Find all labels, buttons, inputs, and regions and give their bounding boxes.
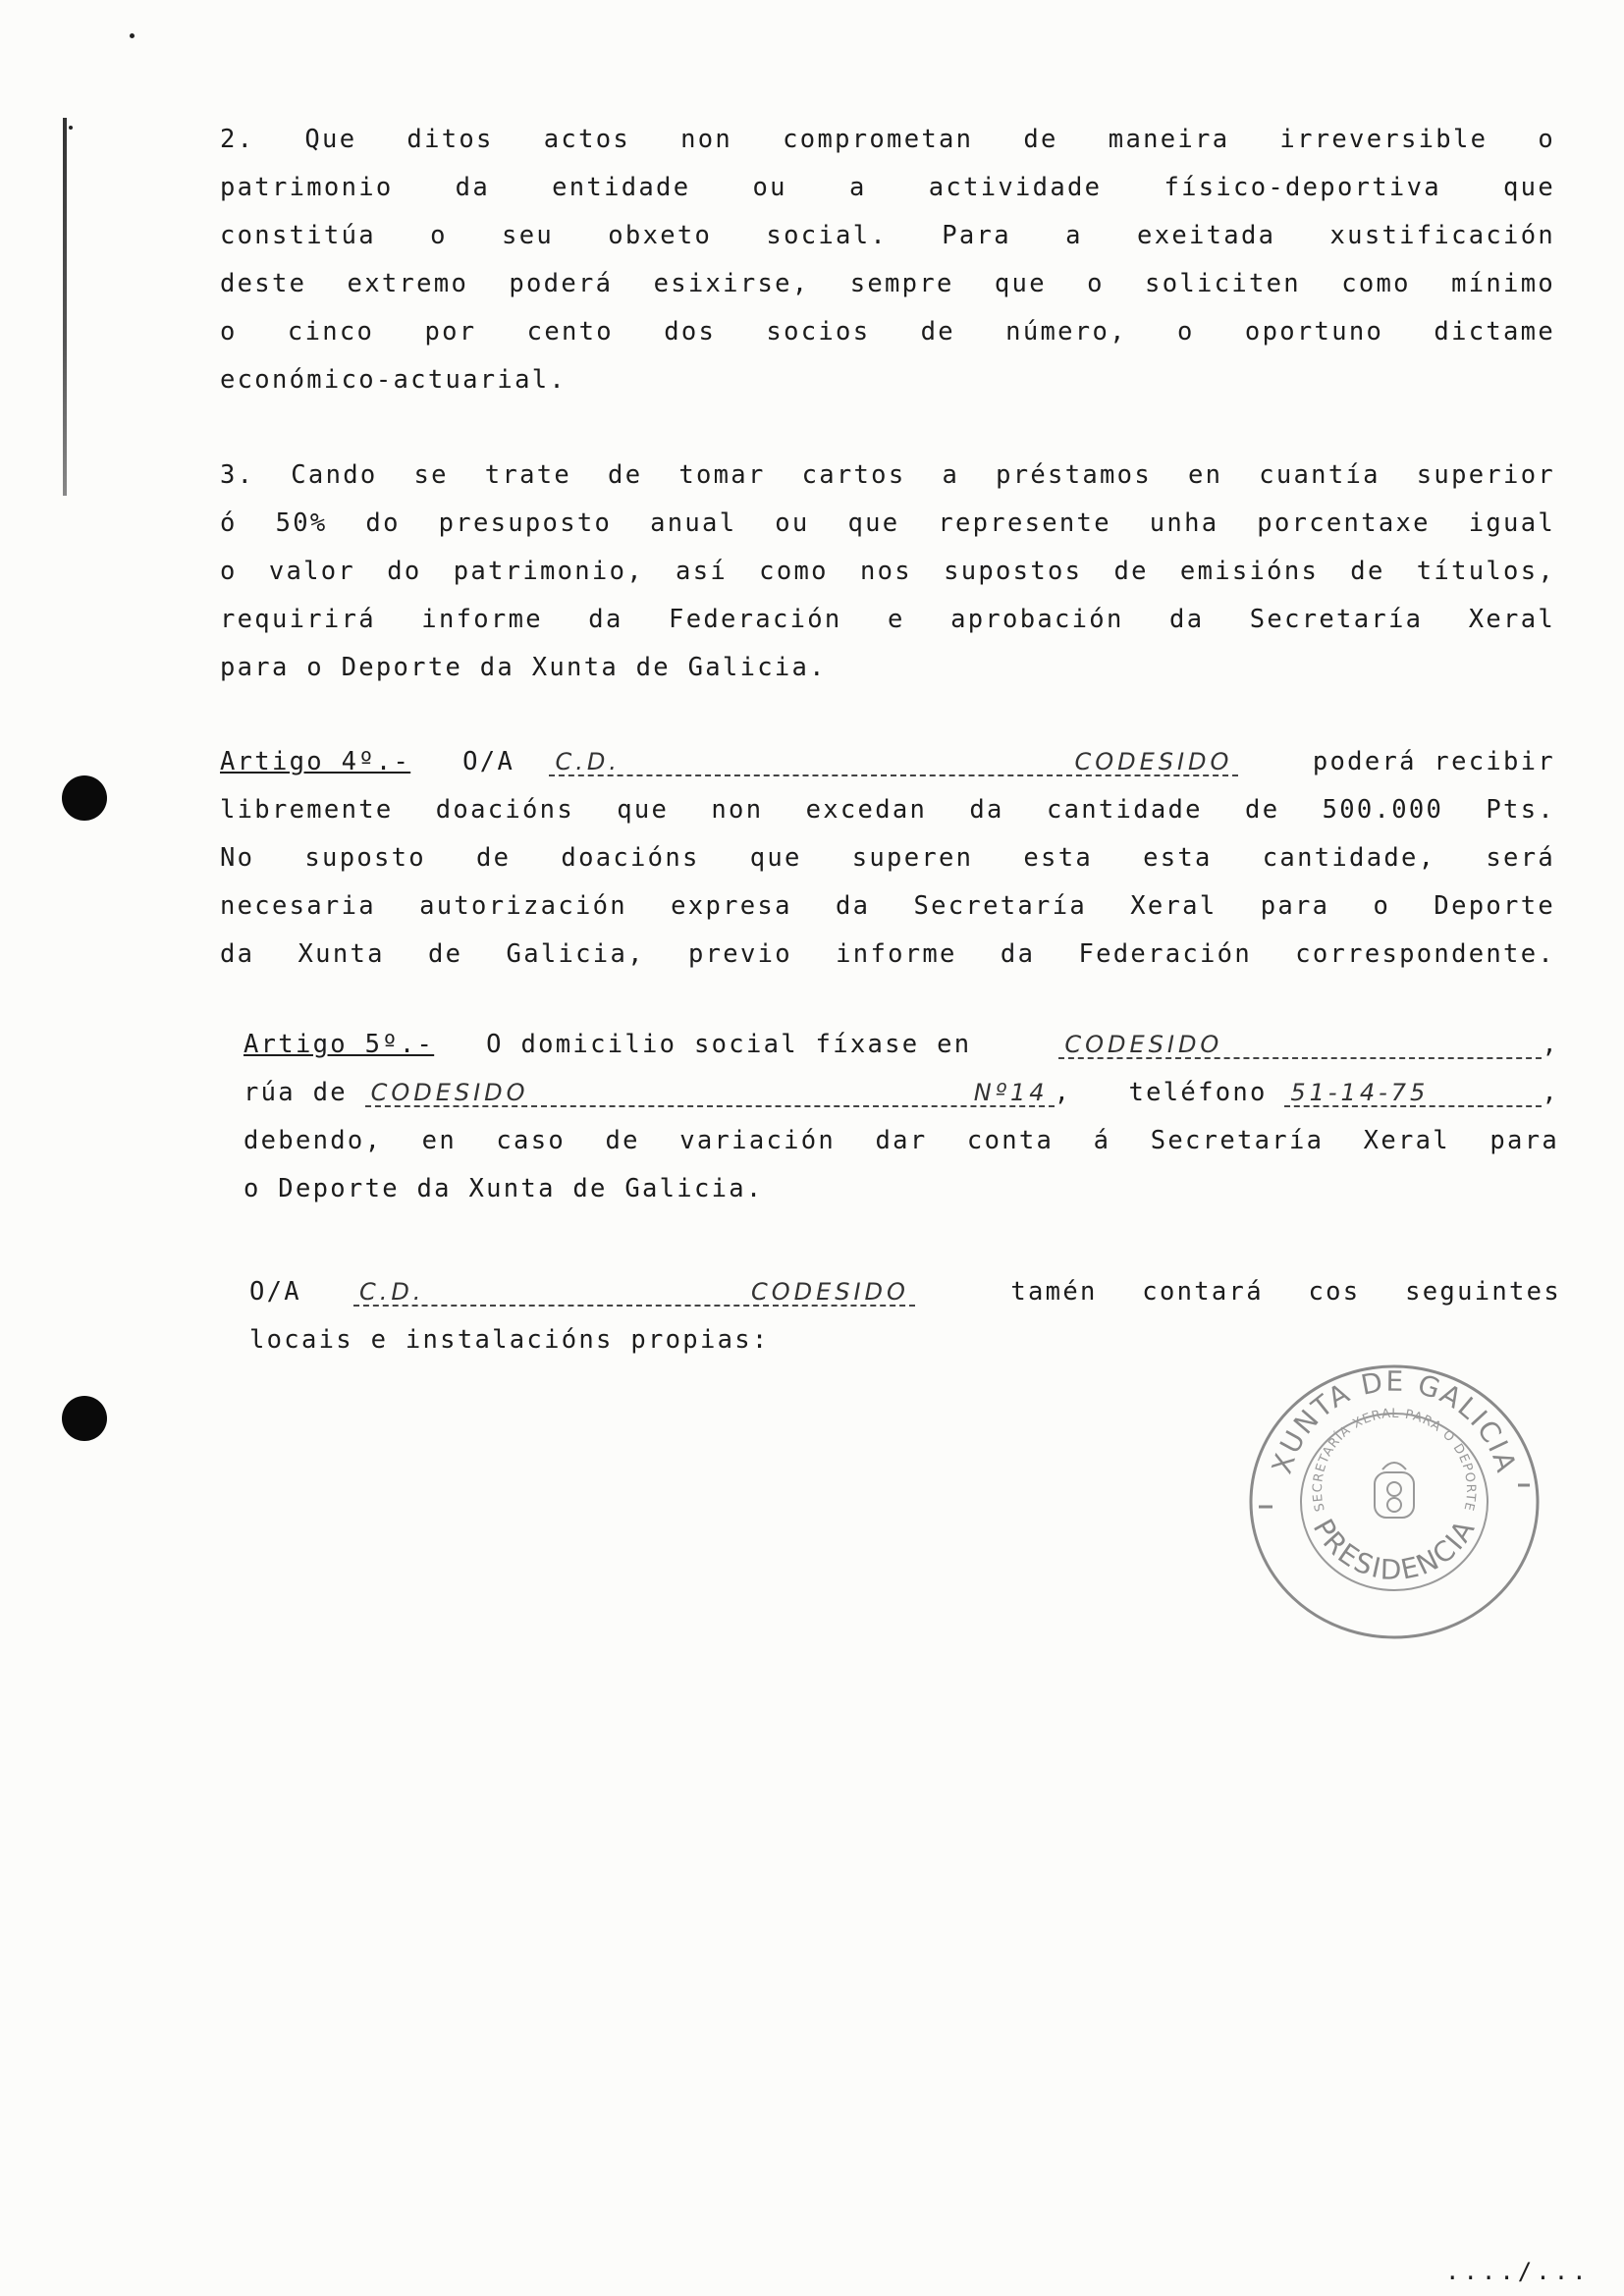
clause-line: o valor do patrimonio, así como nos supostos de emisións de títulos, [220,557,1555,586]
facilities-first-line [249,1268,1561,1316]
clause-line: para o Deporte da Xunta de Galicia. [220,653,827,682]
clause-line: ó 50% do presuposto anual ou que represente unha porcentaxe igual [220,508,1555,538]
stamp-inner-text: SECRETARÍA XERAL PARA O DEPORTE [1310,1406,1479,1514]
article-line: debendo, en caso de variación dar conta á Secretaría Xeral para [244,1126,1559,1155]
scan-speck [69,126,73,130]
article-4 [220,738,1555,979]
article-line: da Xunta de Galicia, previo informe da Federación correspondente. [220,939,1555,969]
article-5-heading: Artigo 5º.- [244,1030,435,1059]
stamp-outer-text: XUNTA DE GALICIA [1265,1364,1524,1478]
official-stamp [1247,1360,1542,1644]
clause-line: constitúa o seu obxeto social. Para a exeitada xustificación [220,221,1555,250]
club-name-field: C.D. CODESIDO [549,749,1238,776]
stamp-seal-icon [1247,1360,1542,1644]
article-4-after-field: poderá recibir [1312,747,1555,776]
crest-icon [1375,1463,1414,1518]
article-4-heading: Artigo 4º.- [220,747,411,776]
article-4-first-line [220,738,1555,786]
clause-line: económico-actuarial. [220,365,568,395]
street-label: rúa de [244,1078,348,1107]
clause-line: patrimonio da entidade ou a actividade físico-deportiva que [220,173,1555,202]
article-line: o Deporte da Xunta de Galicia. [244,1174,764,1203]
clause-line: deste extremo poderá esixirse, sempre que o soliciten como mínimo [220,269,1555,298]
domicile-field: CODESIDO [1058,1032,1542,1059]
scan-speck [130,33,135,38]
page-continuation: ..../... [1445,2258,1591,2285]
clause-line: 2. Que ditos actos non comprometan de maneira irreversible o [220,125,1555,154]
phone-label: teléfono [1128,1078,1268,1107]
phone-field: 51-14-75 [1284,1080,1542,1107]
article-5-second-line: rúa de CODESIDO Nº14 , teléfono 51-14-75 , [244,1078,1559,1107]
facilities-line: locais e instalacións propias: [249,1325,770,1355]
punch-hole [62,1396,107,1441]
clause-line: requirirá informe da Federación e aprobación da Secretaría Xeral [220,605,1555,634]
article-4-prefix: O/A [462,747,515,776]
article-line: necesaria autorización expresa da Secretaría Xeral para o Deporte [220,891,1555,921]
margin-binding-line [63,118,67,496]
facilities-prefix: O/A [249,1277,301,1307]
svg-text:PRESIDENCIA [1307,1514,1482,1586]
facilities-club-field: C.D. CODESIDO [353,1279,915,1307]
stamp-bottom-text: PRESIDENCIA [1306,1513,1483,1587]
article-5-first-line: Artigo 5º.- O domicilio social fíxase en CODESIDO , [244,1030,1559,1059]
article-line: No suposto de doacións que superen esta esta cantidade, será [220,843,1555,873]
clause-line: o cinco por cento dos socios de número, o oportuno dictame [220,317,1555,347]
facilities-clause [249,1268,1561,1364]
facilities-after-field: tamén contará cos seguintes [1010,1277,1561,1307]
article-5-intro: O domicilio social fíxase en [486,1030,972,1059]
article-line: libremente doacións que non excedan da cantidade de 500.000 Pts. [220,795,1555,825]
street-field: CODESIDO Nº14 [365,1080,1055,1107]
clause-2 [220,116,1555,404]
clause-line: 3. Cando se trate de tomar cartos a préstamos en cuantía superior [220,460,1555,490]
clause-3 [220,452,1555,692]
article-5 [244,1021,1559,1213]
punch-hole [62,775,107,821]
